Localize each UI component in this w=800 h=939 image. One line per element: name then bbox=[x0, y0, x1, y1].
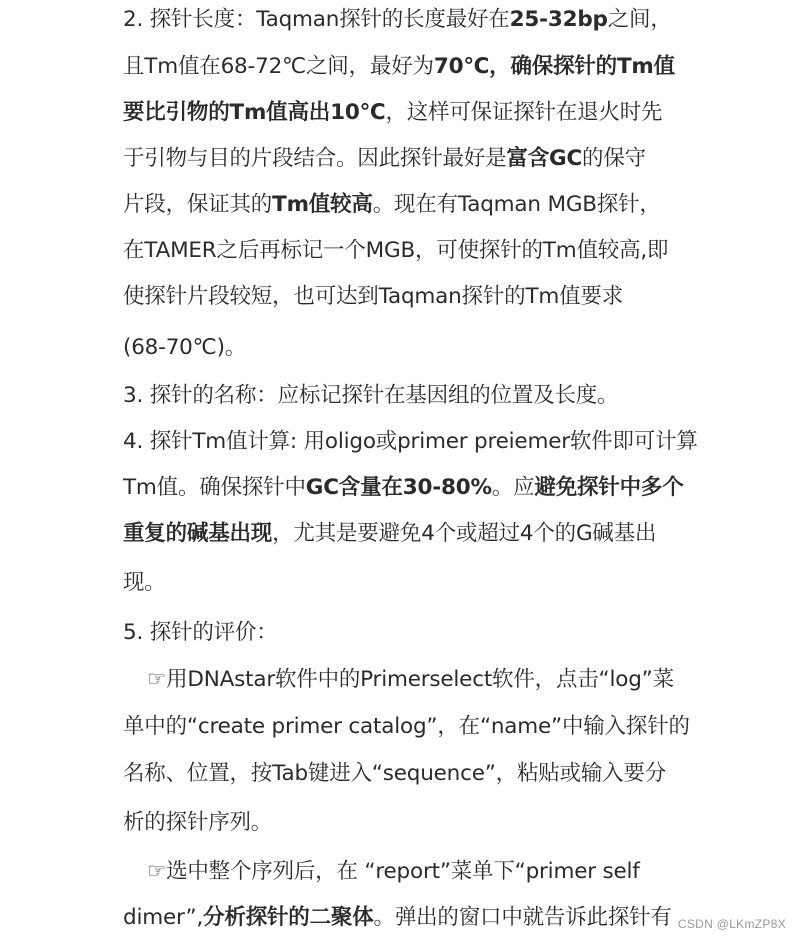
text-line: (68-70℃)。 bbox=[123, 335, 247, 360]
text-line: 片段，保证其的Tm值较高。现在有Taqman MGB探针， bbox=[123, 192, 661, 217]
text-line: 于引物与目的片段结合。因此探针最好是富含GC的保守 bbox=[123, 146, 646, 171]
text-line: 现。 bbox=[123, 570, 166, 595]
text-line: 且Tm值在68-72℃之间，最好为70℃，确保探针的Tm值 bbox=[123, 54, 675, 79]
text-line: 重复的碱基出现，尤其是要避免4个或超过4个的G碱基出 bbox=[123, 521, 657, 546]
text-line: ☞用DNAstar软件中的Primerselect软件，点击“log”菜 bbox=[147, 667, 674, 692]
text-line: 单中的“create primer catalog”，在“name”中输入探针的 bbox=[123, 714, 690, 739]
text-line: 2. 探针长度：Taqman探针的长度最好在25-32bp之间， bbox=[123, 7, 672, 32]
text-line: 要比引物的Tm值高出10℃，这样可保证探针在退火时先 bbox=[123, 100, 663, 125]
text-line: 3. 探针的名称：应标记探针在基因组的位置及长度。 bbox=[123, 383, 619, 408]
text-line: 5. 探针的评价： bbox=[123, 620, 278, 645]
text-line: Tm值。确保探针中GC含量在30-80%。应避免探针中多个 bbox=[123, 475, 684, 500]
text-line: 4. 探针Tm值计算: 用oligo或primer preiemer软件即可计算 bbox=[123, 429, 698, 454]
text-line: 析的探针序列。 bbox=[123, 810, 273, 835]
text-line: 使探针片段较短，也可达到Taqman探针的Tm值要求 bbox=[123, 284, 624, 309]
text-line: 名称、位置，按Tab键进入“sequence”，粘贴或输入要分 bbox=[123, 761, 667, 786]
watermark: CSDN @LKmZP8X bbox=[677, 917, 786, 931]
text-line: ☞选中整个序列后，在 “report”菜单下“primer self bbox=[147, 859, 640, 884]
text-line: 在TAMER之后再标记一个MGB，可使探针的Tm值较高,即 bbox=[123, 238, 669, 263]
text-line: dimer”,分析探针的二聚体。弹出的窗口中就告诉此探针有 bbox=[123, 905, 672, 930]
